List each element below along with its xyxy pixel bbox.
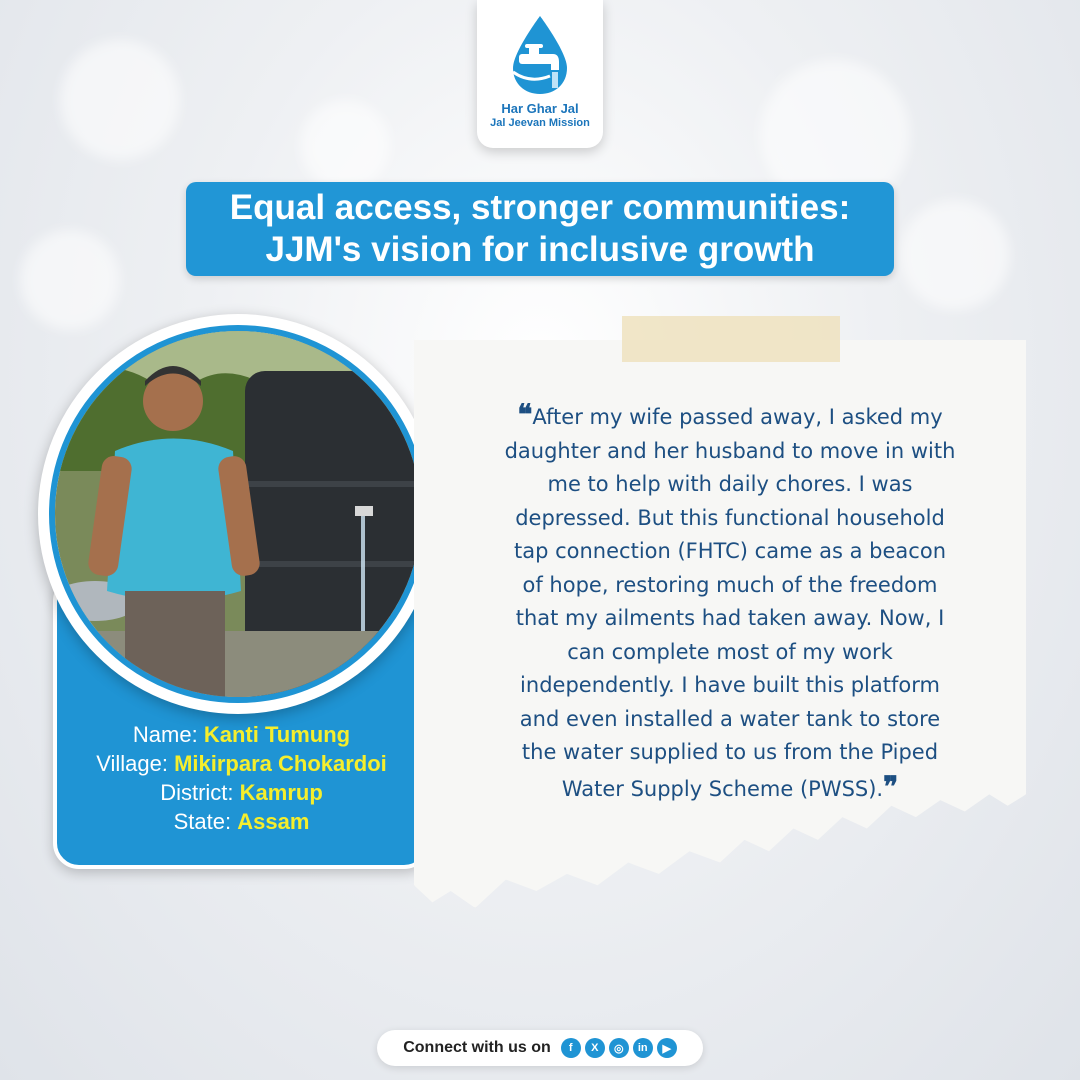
district-value: Kamrup — [239, 780, 323, 805]
village-value: Mikirpara Chokardoi — [174, 751, 387, 776]
background-bokeh — [300, 100, 390, 190]
state-value: Assam — [237, 809, 310, 834]
background-bokeh — [900, 200, 1010, 310]
name-row — [53, 720, 430, 749]
logo-title: Har Ghar Jal — [501, 101, 579, 116]
profile-photo — [49, 325, 427, 703]
photo-illustration — [55, 331, 421, 697]
facebook-icon[interactable]: f — [561, 1038, 581, 1058]
footer-text: Connect with us on — [403, 1039, 551, 1056]
village-label: Village: — [96, 751, 175, 776]
headline-banner — [186, 182, 894, 276]
village-row — [53, 749, 430, 778]
quote-line — [456, 398, 1004, 435]
state-row — [53, 807, 430, 836]
quote-line: tap connection (FHTC) came as a beacon — [514, 539, 946, 563]
profile-info — [53, 720, 430, 836]
quote-line — [456, 770, 1004, 807]
open-quote-icon: ❝ — [517, 398, 533, 431]
quote-line: independently. I have built this platform — [520, 673, 940, 697]
logo-card — [477, 0, 603, 148]
youtube-icon[interactable]: ▶ — [657, 1038, 677, 1058]
state-label: State: — [173, 809, 238, 834]
background-bokeh — [60, 40, 180, 160]
testimonial-quote — [456, 398, 1004, 806]
quote-line: daughter and her husband to move in with — [504, 438, 956, 463]
close-quote-icon: ❞ — [883, 769, 899, 803]
linkedin-icon[interactable]: in — [633, 1038, 653, 1058]
logo-subtitle: Jal Jeevan Mission — [490, 117, 590, 129]
name-value: Kanti Tumung — [203, 722, 351, 747]
quote-line: can complete most of my work — [567, 639, 893, 664]
name-label: Name: — [132, 722, 204, 747]
headline-line-2: JJM's vision for inclusive growth — [265, 230, 815, 269]
district-label: District: — [160, 780, 240, 805]
social-footer — [377, 1030, 703, 1066]
quote-line: the water supplied to us from the Piped — [521, 740, 939, 764]
background-bokeh — [20, 230, 120, 330]
headline-line-1: Equal access, stronger communities: — [229, 188, 851, 227]
district-row — [53, 778, 430, 807]
quote-line: of hope, restoring much of the freedom — [522, 572, 938, 597]
water-drop-tap-icon — [505, 14, 575, 96]
quote-line: and even installed a water tank to store — [519, 706, 941, 731]
quote-line-text: Water Supply Scheme (PWSS). — [561, 776, 884, 801]
quote-line: me to help with daily chores. I was — [547, 472, 913, 496]
x-icon[interactable]: X — [585, 1038, 605, 1058]
quote-line: depressed. But this functional household — [515, 505, 945, 530]
paper-tape — [622, 316, 840, 362]
quote-line: that my ailments had taken away. Now, I — [515, 606, 945, 630]
instagram-icon[interactable]: ◎ — [609, 1038, 629, 1058]
quote-line-text: After my wife passed away, I asked my — [532, 405, 943, 429]
